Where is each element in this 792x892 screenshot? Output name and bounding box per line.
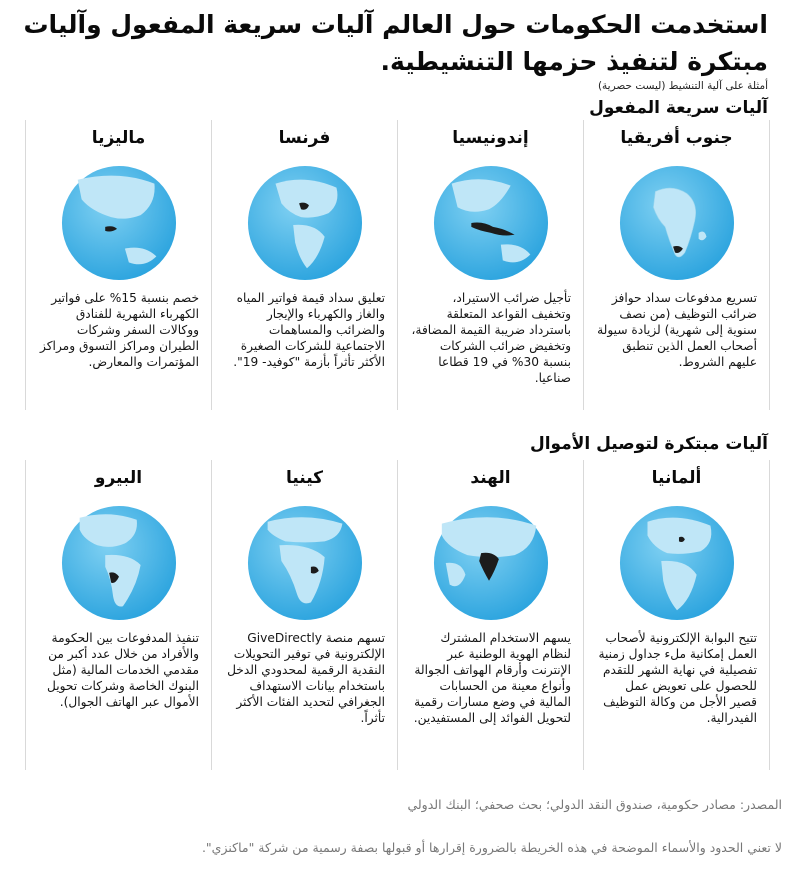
country-description: تعليق سداد قيمة فواتير المياه والغاز والكهرباء والإيجار والضرائب والمساهمات الاجتماعية للشركات الصغيرة الأكثر تأثراً بأزمة "كوفيد- 19".	[233, 291, 385, 369]
country-description: يسهم الاستخدام المشترك لنظام الهوية الوطنية عبر الإنترنت وأرقام الهواتف الجوالة وأنواع معينة من الحسابات المالية في وضع مسارات رقمية لتحويل الفوائد إلى المستفيدين.	[413, 631, 571, 725]
source-note: المصدر: مصادر حكومية، صندوق النقد الدولي؛ بحث صحفي؛ البنك الدولي	[407, 797, 782, 812]
country-card-malaysia	[25, 120, 212, 410]
globe-icon	[432, 164, 550, 282]
country-name: فرنسا	[278, 128, 331, 148]
page-title: استخدمت الحكومات حول العالم آليات سريعة المفعول وآليات مبتكرة لتنفيذ حزمها التنشيطية.	[23, 10, 768, 76]
country-card-india	[398, 460, 584, 770]
country-name: الهند	[470, 468, 511, 488]
page-subtitle: أمثلة على آلية التنشيط (ليست حصرية)	[597, 80, 768, 92]
country-description: تسهم منصة GiveDirectly الإلكترونية في توفير التحويلات النقدية الرقمية لمحدودي الدخل باستخدام بيانات الاستهداف الجغرافي لتحديد الفئات الأكثر تأثراً.	[227, 631, 385, 725]
section-title-fast: آليات سريعة المفعول	[589, 98, 768, 118]
section-grid-innovative	[25, 460, 770, 770]
country-name: كينيا	[285, 468, 324, 488]
country-description: تتيح البوابة الإلكترونية لأصحاب العمل إمكانية ملء جداول زمنية تفصيلية في نهاية الشهر للتقدم للحصول على تعويض عمل قصير الأجل من وكالة التوظيف الفيدرالية.	[598, 631, 757, 725]
country-card-south-africa	[584, 120, 770, 410]
country-name: ألمانيا	[651, 468, 702, 488]
country-card-indonesia	[398, 120, 584, 410]
section-title-innovative: آليات مبتكرة لتوصيل الأموال	[529, 434, 768, 454]
globe-icon	[60, 164, 178, 282]
country-description: تنفيذ المدفوعات بين الحكومة والأفراد من خلال عدد أكبر من مقدمي الخدمات المالية (مثل البنوك الخاصة وشركات تحويل الأموال عبر الهاتف الجوال).	[47, 631, 199, 709]
country-description: خصم بنسبة 15% على فواتير الكهرباء الشهرية للفنادق ووكالات السفر وشركات الطيران ومراكز التسوق ومراكز المؤتمرات والمعارض.	[40, 291, 199, 369]
country-name: جنوب أفريقيا	[620, 128, 733, 148]
country-card-france	[212, 120, 398, 410]
globe-icon	[60, 504, 178, 622]
globe-icon	[246, 504, 364, 622]
globe-icon	[432, 504, 550, 622]
country-name: البيرو	[94, 468, 143, 488]
country-card-kenya	[212, 460, 398, 770]
disclaimer-note: لا تعني الحدود والأسماء الموضحة في هذه الخريطة بالضرورة إقرارها أو قبولها بصفة رسمية من شركة "ماكنزي".	[201, 840, 782, 855]
globe-icon	[246, 164, 364, 282]
globe-icon	[618, 504, 736, 622]
section-grid-fast	[25, 120, 770, 410]
country-description: تسريع مدفوعات سداد حوافز ضرائب التوظيف (من نصف سنوية إلى شهرية) لزيادة سيولة أصحاب العمل الذين تنطبق عليهم الشروط.	[597, 291, 757, 369]
country-name: إندونيسيا	[452, 128, 529, 148]
country-description: تأجيل ضرائب الاستيراد، وتخفيف القواعد المتعلقة باسترداد ضريبة القيمة المضافة، وتخفيض ضرائب الشركات بنسبة 30% في 19 قطاعا صناعيا.	[411, 291, 571, 385]
globe-icon	[618, 164, 736, 282]
country-card-peru	[25, 460, 212, 770]
country-name: ماليزيا	[91, 128, 146, 148]
country-card-germany	[584, 460, 770, 770]
